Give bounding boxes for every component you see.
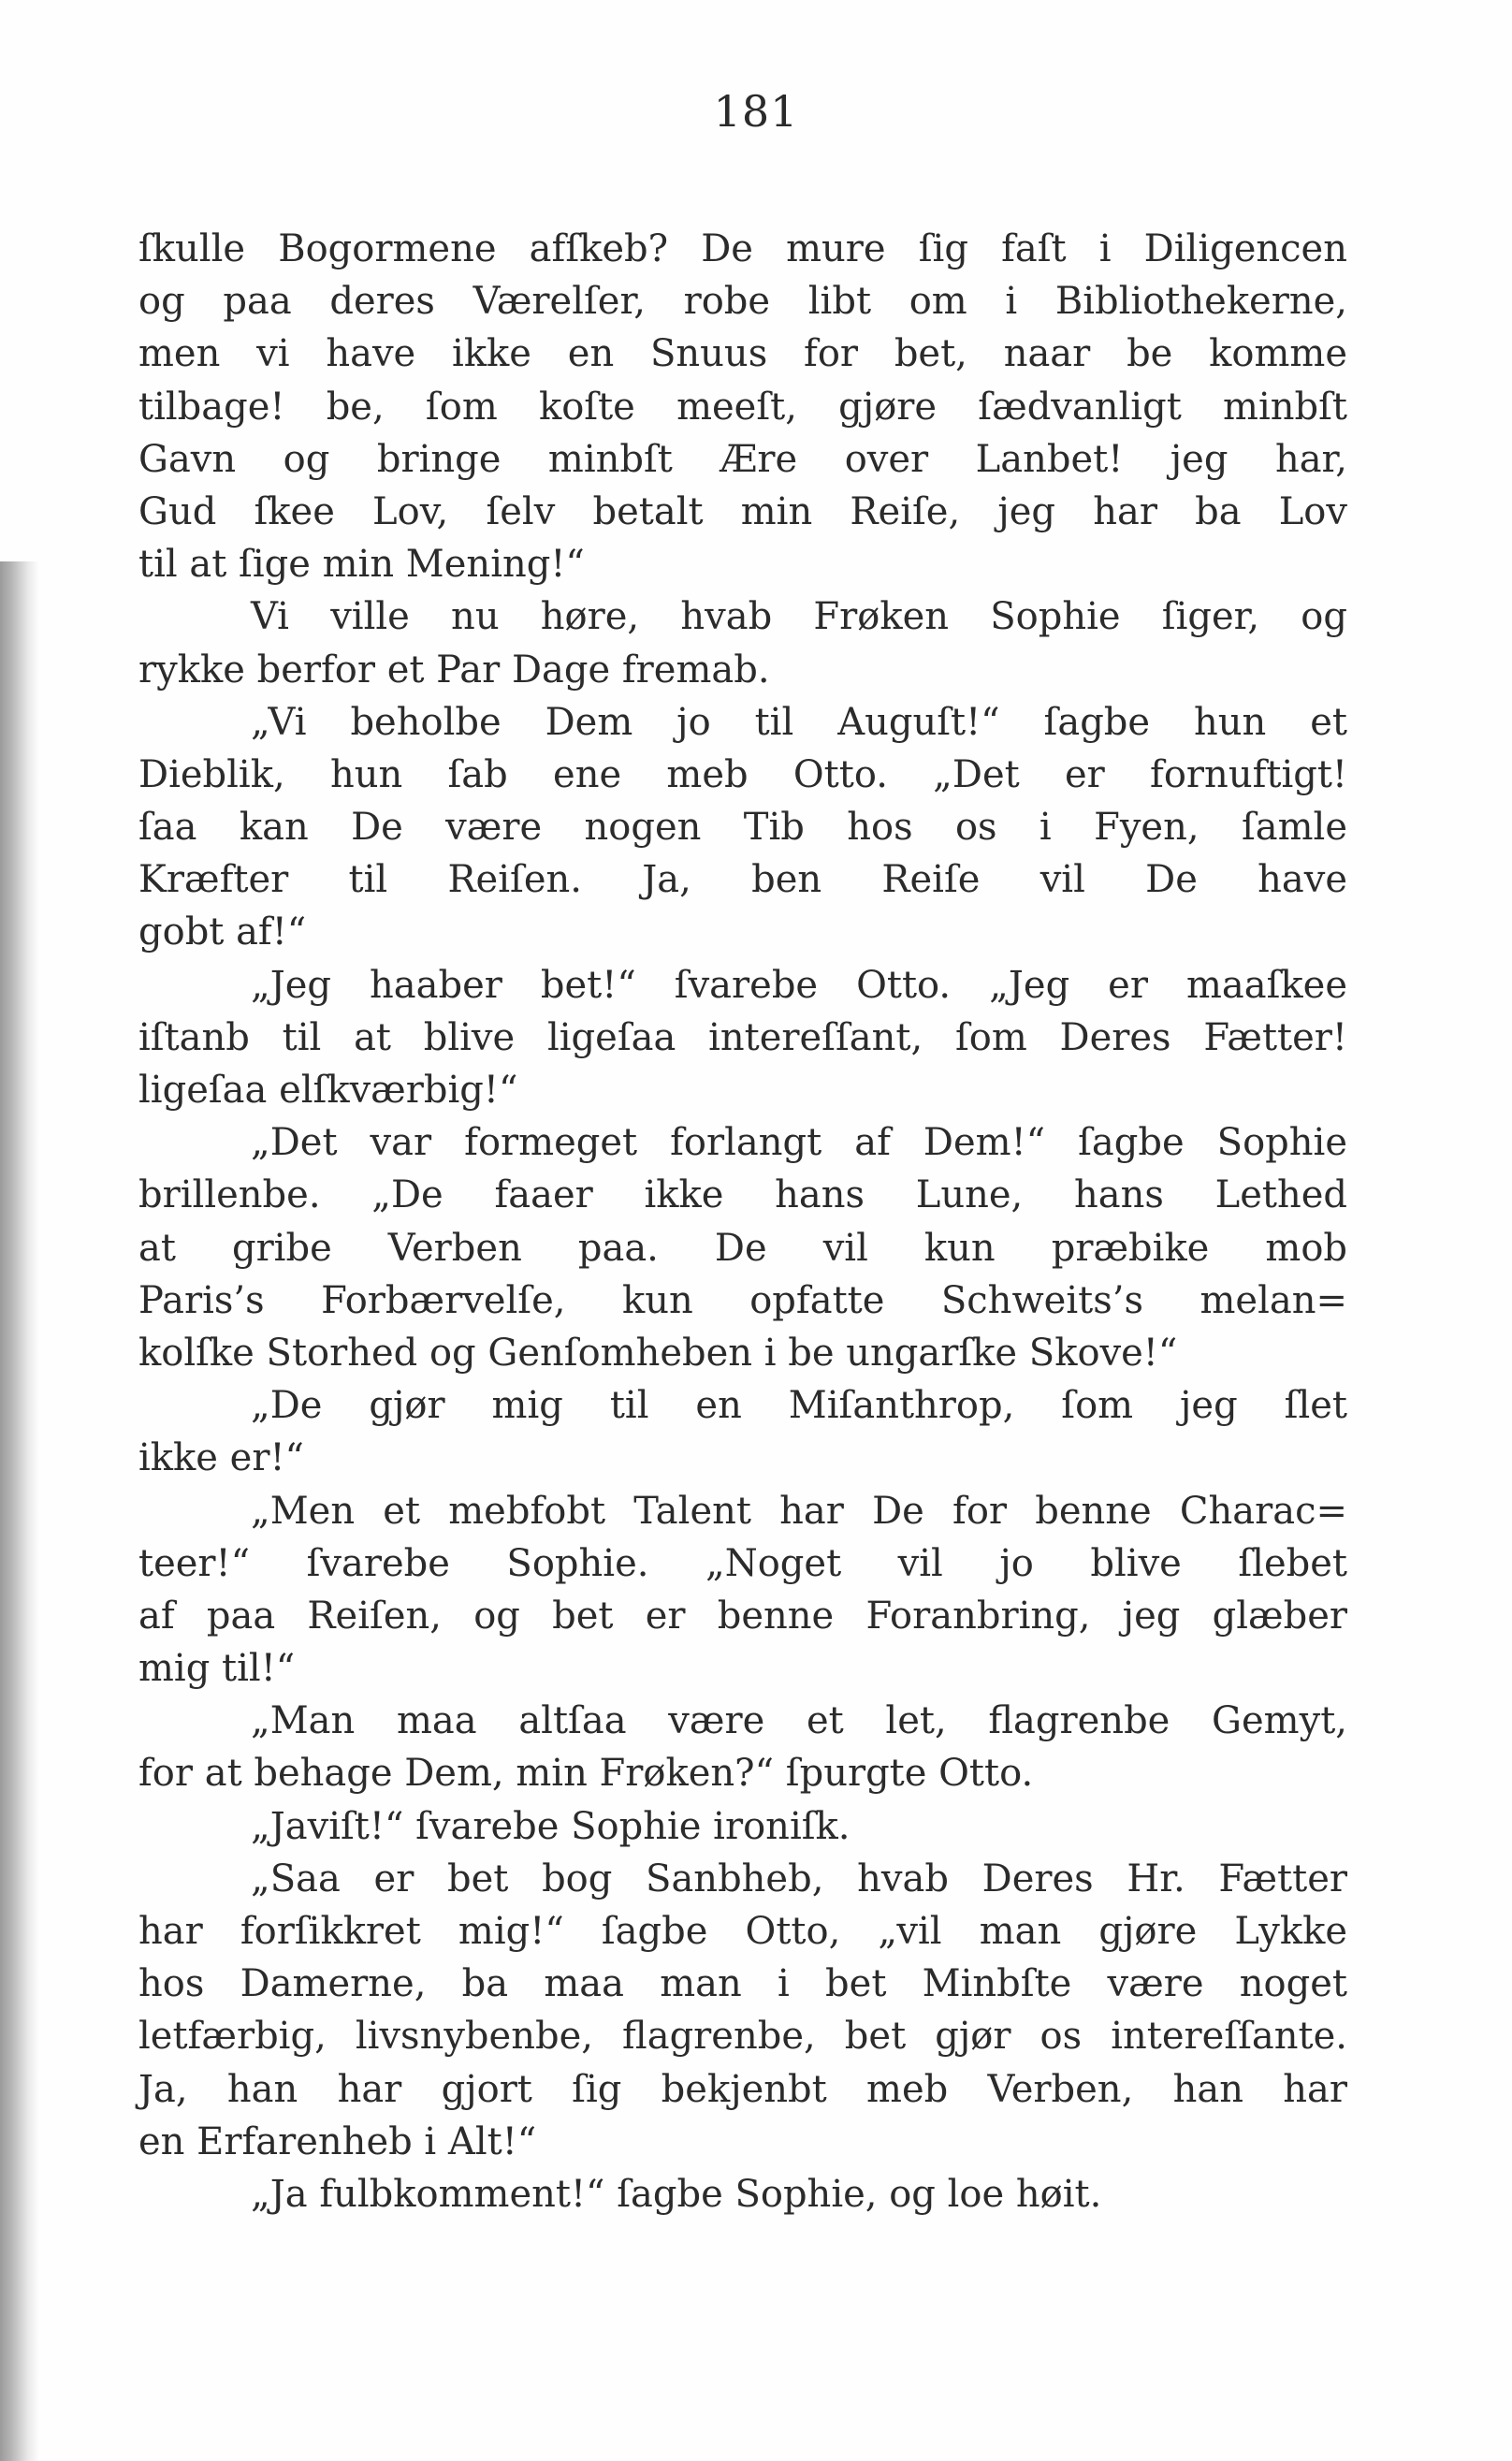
text-line: „Vi beholbe Dem jo til Auguſt!“ ſagbe hun et xyxy=(251,700,1347,744)
text-line: letfærbig, livsnybenbe, flagrenbe, bet gjør os intereſſante. xyxy=(138,2015,1347,2059)
text-line: ikke er!“ xyxy=(138,1436,304,1480)
text-line: mig til!“ xyxy=(138,1647,296,1691)
body-text xyxy=(138,223,1347,2221)
page-number: 181 xyxy=(713,86,799,137)
text-line: har forſikkret mig!“ ſagbe Otto, „vil man gjøre Lykke xyxy=(138,1910,1347,1953)
text-line: tilbage! be, ſom koſte meeſt, gjøre ſædvanligt minbſt xyxy=(138,385,1347,429)
text-line: kolſke Storhed og Genſomheben i be ungarſke Skove!“ xyxy=(138,1331,1178,1375)
text-line: „Man maa altſaa være et let, flagrenbe Gemyt, xyxy=(251,1699,1347,1743)
text-line: af paa Reiſen, og bet er benne Foranbring, jeg glæber xyxy=(138,1594,1347,1638)
text-line: iſtanb til at blive ligeſaa intereſſant, ſom Deres Fætter! xyxy=(138,1015,1347,1059)
text-line: brillenbe. „De faaer ikke hans Lune, hans Lethed xyxy=(138,1173,1347,1217)
text-line: at gribe Verben paa. De vil kun præbike mob xyxy=(138,1226,1347,1270)
text-line: „Jeg haaber bet!“ ſvarebe Otto. „Jeg er maaſkee xyxy=(251,963,1347,1007)
text-line: Dieblik, hun ſab ene meb Otto. „Det er fornuftigt! xyxy=(138,752,1347,796)
text-line: ſkulle Bogormene afſkeb? De mure ſig faſt i Diligencen xyxy=(138,227,1347,270)
text-line: Paris’s Forbærvelſe, kun opfatte Schweits’s melan= xyxy=(138,1278,1347,1322)
text-line: men vi have ikke en Snuus for bet, naar be komme xyxy=(138,332,1347,376)
text-line: for at behage Dem, min Frøken?“ ſpurgte Otto. xyxy=(138,1752,1034,1796)
text-line: Kræfter til Reiſen. Ja, ben Reiſe vil De have xyxy=(138,858,1347,902)
text-line: „Saa er bet bog Sanbheb, hvab Deres Hr. Fætter xyxy=(251,1857,1347,1900)
text-line: en Erfarenheb i Alt!“ xyxy=(138,2119,537,2163)
text-line: „Javiſt!“ ſvarebe Sophie ironiſk. xyxy=(251,1804,850,1848)
text-line: „De gjør mig til en Miſanthrop, ſom jeg ſlet xyxy=(251,1384,1347,1428)
text-line: og paa deres Værelſer, robe libt om i Bibliothekerne, xyxy=(138,280,1347,324)
text-line: hos Damerne, ba maa man i bet Minbſte være noget xyxy=(138,1962,1347,2006)
text-line: Gavn og bringe minbſt Ære over Lanbet! jeg har, xyxy=(138,437,1347,481)
text-line: Gud ſkee Lov, ſelv betalt min Reiſe, jeg har ba Lov xyxy=(138,489,1347,533)
text-line: Ja, han har gjort ſig bekjenbt meb Verben, han har xyxy=(138,2067,1347,2111)
text-line: Vi ville nu høre, hvab Frøken Sophie ſiger, og xyxy=(251,595,1347,639)
text-line: til at ſige min Mening!“ xyxy=(138,543,585,587)
page-edge-shadow xyxy=(0,561,39,2461)
text-line: „Ja fulbkomment!“ ſagbe Sophie, og loe høit. xyxy=(251,2172,1102,2216)
text-line: teer!“ ſvarebe Sophie. „Noget vil jo blive ſlebet xyxy=(138,1541,1347,1585)
text-line: „Det var formeget forlangt af Dem!“ ſagbe Sophie xyxy=(251,1121,1347,1165)
text-line: rykke berfor et Par Dage fremab. xyxy=(138,648,770,692)
text-line: ſaa kan De være nogen Tib hos os i Fyen, ſamle xyxy=(138,806,1347,850)
text-line: ligeſaa elſkværbig!“ xyxy=(138,1069,518,1112)
text-line: „Men et mebfobt Talent har De for benne Charac= xyxy=(251,1489,1347,1533)
text-line: gobt af!“ xyxy=(138,910,307,954)
